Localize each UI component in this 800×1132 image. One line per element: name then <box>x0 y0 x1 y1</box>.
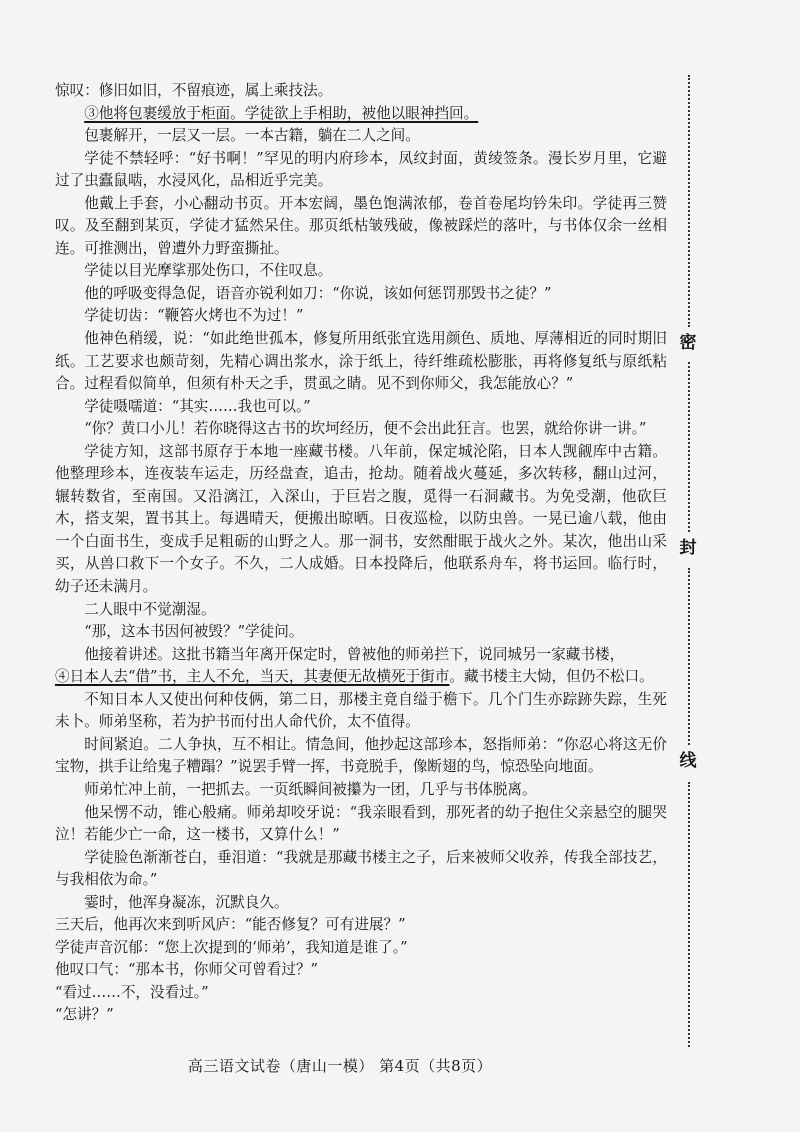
paragraph: 不知日本人又使出何种伎俩，第二日，那楼主竟自缢于檐下。几个门生亦踪跡失踪，生死未卜。师弟坚称，若为护书而付出人命代价，太不值得。 <box>55 690 667 731</box>
paragraph: 惊叹：修旧如旧，不留痕迹，属上乘技法。 <box>55 82 333 99</box>
paragraph: 学徒不禁轻呼：“好书啊！”罕见的明内府珍本，凤纹封面，黄绫签条。漫长岁月里，它避过了虫蠹鼠啮，水浸风化，品相近乎完美。 <box>55 149 667 190</box>
seal-char-xian: 线 <box>675 748 701 774</box>
paragraph: 他叹口气：“那本书，你师父可曾看过？” <box>55 961 319 979</box>
paragraph: 学徒脸色渐渐苍白，垂泪道：“我就是那藏书楼主之子，后来被师父收养，传我全部技艺，与我相依为命。” <box>55 848 667 889</box>
seal-char-feng: 封 <box>675 535 701 561</box>
paragraph: 学徒嗫嚅道：“其实……我也可以。” <box>84 397 311 415</box>
paragraph: 他呆愣不动，锥心般痛。师弟却咬牙说：“我亲眼看到，那死者的幼子抱住父亲悬空的腿哭泣！若能少亡一命，这一楼书，又算什么！” <box>55 803 667 844</box>
text-segment: 。藏书楼主大恸，但仍不松口。 <box>449 668 654 686</box>
paragraph: “那，这本书因何被毁？”学徒问。 <box>84 623 304 641</box>
seal-line-top <box>688 75 690 327</box>
underlined-sentence: ④日本人去“借”书，主人不允，当天，其妻便无故横死于街市 <box>55 668 450 686</box>
paragraph: 时间紧迫。二人争执，互不相让。情急间，他抄起这部珍本，怒指师弟：“你忍心将这无价宝物，拱手让给鬼子糟蹋？”说罢手臂一挥，书竟脱手，像断翅的鸟，惊恐坠向地面。 <box>55 735 667 776</box>
paragraph: “怎讲？” <box>55 1006 114 1024</box>
paragraph <box>55 103 667 126</box>
paragraph: 二人眼中不觉潮湿。 <box>84 600 216 618</box>
paragraph <box>55 666 667 689</box>
underlined-sentence: ③他将包裹缓放于柜面。学徒欲上手相助，被他以眼神挡回。 <box>84 104 479 122</box>
paragraph: 他戴上手套，小心翻动书页。开本宏阔，墨色饱满浓郁，卷首卷尾均钤朱印。学徒再三赞叹。及至翻到某页，学徒才猛然呆住。那页纸枯皱残破，像被踩烂的落叶，与书体仅余一丝相连。可推测出，曾遭外力野蛮撕扯。 <box>55 194 667 257</box>
paragraph: 学徒声音沉郁：“您上次提到的‘师弟’，我知道是谁了。” <box>55 938 408 956</box>
paragraph: 他神色稍缓，说：“如此绝世孤本，修复所用纸张宜选用颜色、质地、厚薄相近的同时期旧纸。工艺要求也颇苛刻，先精心调出浆水，涂于纸上，待纤维疏松膨胀，再将修复纸与原纸粘合。过程看似简单，但须有朴天之手，贯虱之睛。见不到你师父，我怎能放心？” <box>55 330 667 393</box>
paragraph: 他接着讲述。这批书籍当年离开保定时，曾被他的师弟拦下，说同城另一家藏书楼， <box>84 645 625 663</box>
paragraph: 学徒以目光摩挲那处伤口，不住叹息。 <box>84 262 333 280</box>
paragraph: 他的呼吸变得急促，语音亦锐利如刀：“你说，该如何惩罚那毁书之徒？” <box>84 284 552 302</box>
paragraph: “看过……不，没看过。” <box>55 983 209 1001</box>
paragraph: 三天后，他再次来到听风庐：“能否修复？可有进展？” <box>55 916 406 934</box>
paragraph: 霎时，他浑身凝冻，沉默良久。 <box>84 893 289 911</box>
page-footer: 高三语文试卷（唐山一模） 第4页（共8页） <box>187 1057 493 1075</box>
paragraph: 学徒方知，这部书原存于本地一座藏书楼。八年前，保定城沦陷，日本人觊觎库中古籍。他整理珍本，连夜装车运走，历经盘查，追击，抢劫。随着战火蔓延，多次转移，翻山过河，辗转数省，至南国。又沿漓江，入深山，于巨岩之腹，觅得一石洞藏书。为免受潮，他砍巨木，搭支架，置书其上。每遇晴天，便搬出晾晒。日夜巡检，以防虫兽。一晃已逾八载，他由一个白面书生，变成手足粗砺的山野之人。那一洞书，安然酣眠于战火之外。某次，他出山采买，从兽口救下一个女子。不久，二人成婚。日本投降后，他联系舟车，将书运回。临行时，幼子还未满月。 <box>55 442 667 596</box>
seal-line-mid1 <box>688 362 690 532</box>
paragraph: “你？黄口小儿！若你晓得这古书的坎坷经历，便不会出此狂言。也罢，就给你讲一讲。” <box>84 420 647 438</box>
seal-line-mid2 <box>688 568 690 745</box>
seal-char-mi: 密 <box>675 330 701 356</box>
paragraph: 师弟忙冲上前，一把抓去。一页纸瞬间被攥为一团，几乎与书体脱离。 <box>84 780 537 798</box>
seal-line-bottom <box>688 782 690 1047</box>
paragraph: 学徒切齿：“鞭笞火烤也不为过！” <box>84 307 304 325</box>
article-body <box>55 80 667 1027</box>
paragraph: 包裹解开，一层又一层。一本古籍，躺在二人之间。 <box>84 127 420 145</box>
